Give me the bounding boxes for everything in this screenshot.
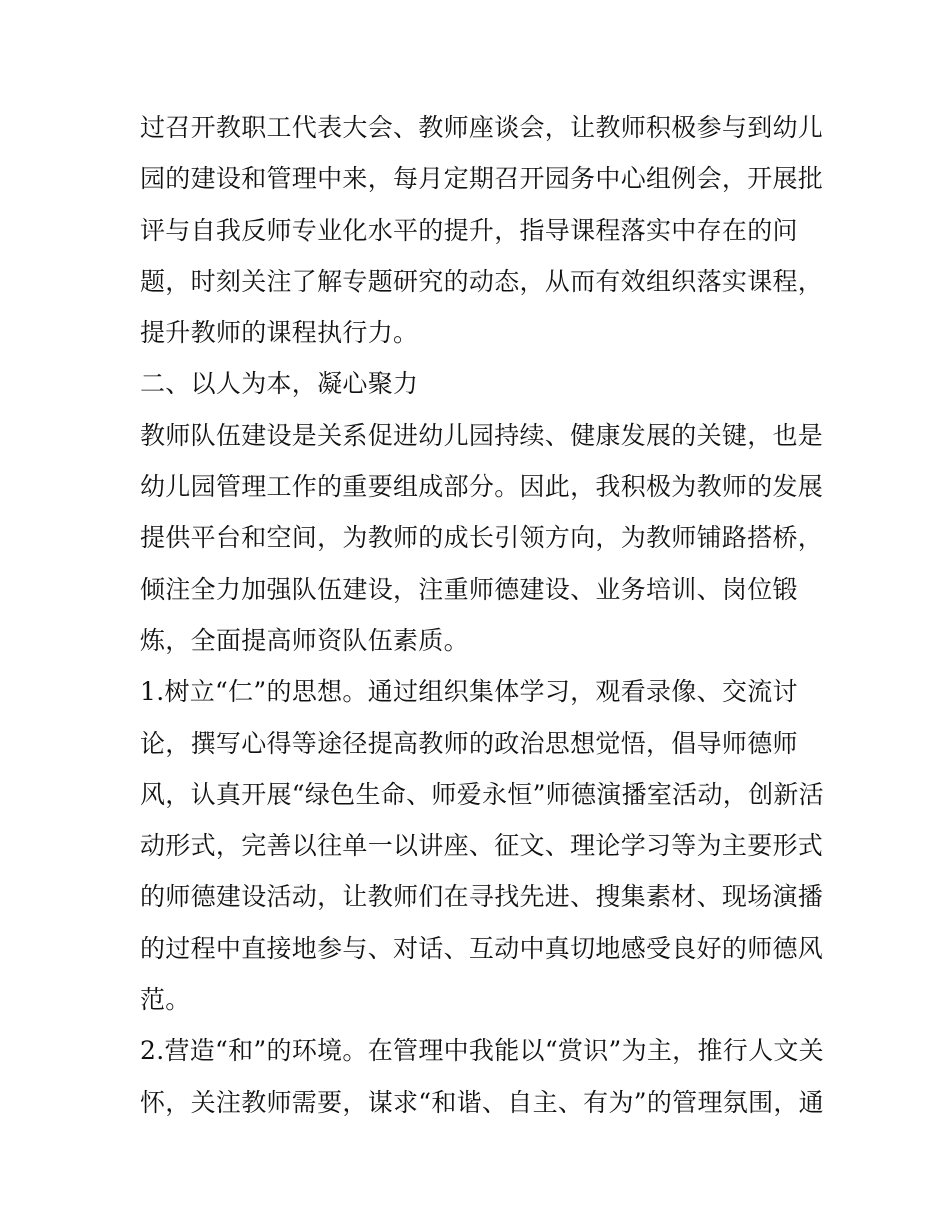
body-line-5: 提升教师的课程执行力。 bbox=[140, 318, 419, 348]
body-line-11: 炼，全面提高师资队伍素质。 bbox=[140, 625, 469, 655]
list-item-2-line-1: 2.营造“和”的环境。在管理中我能以“赏识”为主，推行人文关 bbox=[140, 1036, 824, 1066]
list-item-1-line-6: 的过程中直接地参与、对话、互动中真切地感受良好的师德风 bbox=[140, 933, 824, 963]
body-line-9: 提供平台和空间，为教师的成长引领方向，为教师铺路搭桥， bbox=[140, 523, 824, 553]
list-item-1-line-7: 范。 bbox=[140, 985, 191, 1015]
body-line-2: 园的建设和管理中来，每月定期召开园务中心组例会，开展批 bbox=[140, 164, 824, 194]
body-line-10: 倾注全力加强队伍建设，注重师德建设、业务培训、岗位锻 bbox=[140, 574, 798, 604]
body-line-4: 题，时刻关注了解专题研究的动态，从而有效组织落实课程， bbox=[140, 266, 824, 296]
list-item-1-line-5: 的师德建设活动，让教师们在寻找先进、搜集素材、现场演播 bbox=[140, 882, 824, 912]
list-item-1-line-2: 论，撰写心得等途径提高教师的政治思想觉悟，倡导师德师 bbox=[140, 728, 798, 758]
list-item-1-line-4: 动形式，完善以往单一以讲座、征文、理论学习等为主要形式 bbox=[140, 831, 824, 861]
body-line-7: 教师队伍建设是关系促进幼儿园持续、健康发展的关键，也是 bbox=[140, 420, 824, 450]
list-item-2-line-2: 怀，关注教师需要，谋求“和谐、自主、有为”的管理氛围，通 bbox=[140, 1087, 824, 1117]
document-body bbox=[140, 102, 830, 1128]
list-item-1-line-1: 1.树立“仁”的思想。通过组织集体学习，观看录像、交流讨 bbox=[140, 677, 798, 707]
list-item-1-line-3: 风，认真开展“绿色生命、师爱永恒”师德演播室活动，创新活 bbox=[140, 779, 824, 809]
body-line-3: 评与自我反师专业化水平的提升，指导课程落实中存在的问 bbox=[140, 215, 798, 245]
section-heading: 二、以人为本，凝心聚力 bbox=[140, 369, 419, 399]
body-line-1: 过召开教职工代表大会、教师座谈会，让教师积极参与到幼儿 bbox=[140, 113, 824, 142]
body-line-8: 幼儿园管理工作的重要组成部分。因此，我积极为教师的发展 bbox=[140, 472, 824, 502]
